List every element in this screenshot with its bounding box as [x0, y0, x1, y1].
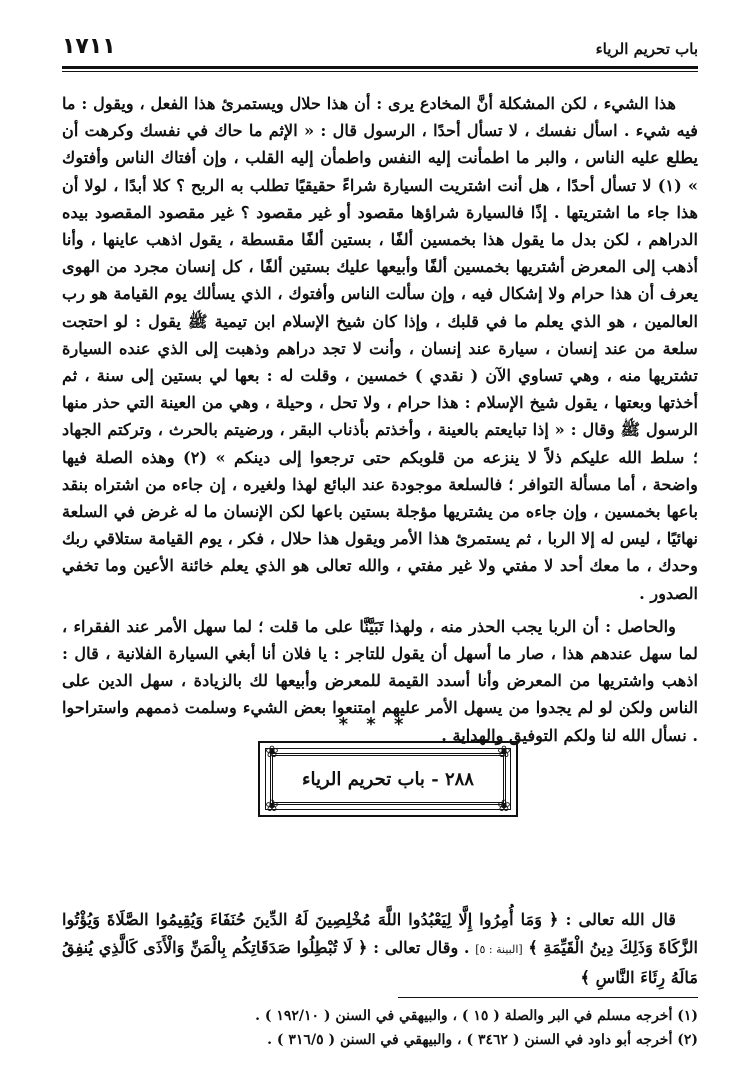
quran-verses — [62, 906, 698, 992]
quran-verse: ﴿ لَا تُبْطِلُوا صَدَقَاتِكُم بِالْمَنِّ وَالْأَذَى كَالَّذِي يُنفِقُ مَالَهُ رِئَاءَ النَّاسِ ﴾ — [61, 938, 698, 987]
body-text — [62, 90, 698, 749]
footnote: (٢) أخرجه أبو داود في السنن ( ٣٤٦٢ ) ، والبيهقي في السنن ( ٣١٦/٥ ) . — [267, 1032, 698, 1048]
corner-ornament-icon: ❀ — [497, 796, 511, 815]
chapter-title: ٢٨٨ - باب تحريم الرياء — [302, 768, 474, 790]
header-rule-thick — [62, 66, 698, 69]
quran-verse: ﴿ وَمَا أُمِرُوا إِلَّا لِيَعْبُدُوا اللَّهَ مُخْلِصِينَ لَهُ الدِّينَ حُنَفَاءَ وَيُقِيمُوا الصَّلَاةَ وَيُؤْتُوا الزَّكَاةَ وَذَلِكَ دِينُ الْقَيِّمَةِ ﴾ — [62, 910, 698, 957]
footnote: (١) أخرجه مسلم في البر والصلة ( ١٥ ) ، والبيهقي في السنن ( ١٩٢/١٠ ) . — [255, 1008, 698, 1024]
chapter-heading-frame — [258, 741, 518, 817]
running-title: باب تحريم الرياء — [595, 40, 698, 58]
frame-band — [270, 753, 506, 805]
corner-ornament-icon: ❀ — [265, 742, 279, 761]
paragraph: هذا الشيء ، لكن المشكلة أنَّ المخادع يرى : أن هذا حلال ويستمرئ هذا الفعل ، ويقول : ما فيه شيء . اسأل نفسك ، لا تسأل أحدًا ، الرسول قال : « الإثم ما حاك في نفسك وكرهت أن يطلع عليه الناس ، والبر ما اطمأنت إليه النفس واطمأن إليه القلب ، وإن أفتاك الناس وأفتوك » (١) لا تسأل أحدًا ، هل أنت اشتريت السيارة شراءً حقيقيًا تطلب به الربح ؟ كلا أبدًا ، لولا أن هذا جاء ما اشتريتها . إذًا فالسيارة شراؤها مقصود أو غير مقصود ؟ غير مقصود المقصود بيده الدراهم ، لكن بدل ما يقول هذا بخمسين ألفًا ، بستين ألفًا مقسطة ، يقول اذهب عاينها ، وأنا أذهب إلى المعرض أشتريها بخمسين ألفًا وأبيعها عليك بستين ألفًا ، كل إنسان مجرد من الهوى يعرف أن هذا حرام ولا إشكال فيه ، وإن سألت الناس وأفتوك ، الذي يسألك يوم القيامة هو رب العالمين ، هو الذي يعلم ما في قلبك ، وإذا كان شيخ الإسلام ابن تيمية ﷺ يقول : لو احتجت سلعة من عند إنسان ، سيارة عند إنسان ، وأنت لا تجد دراهم وذهبت إلى الذي عنده السيارة تشتريها منه ، وهي تساوي الآن ( نقدي ) خمسين ، وقلت له : بعها لي بستين إلى سنة ، ثم أخذتها وبعتها ، يقول شيخ الإسلام : هذا حرام ، ولا تحل ، وحيلة ، وهي من العينة التي حذر منها الرسول ﷺ وقال : « إذا تبايعتم بالعينة ، وأخذتم بأذناب البقر ، ورضيتم بالحرث ، وتركتم الجهاد ؛ سلط الله عليكم ذلاً لا ينزعه من قلوبكم حتى ترجعوا إلى دينكم » (٢) وهذه الصلة فيها واضحة ، أما مسألة التوافر ؛ فالسلعة موجودة عند البائع لهذا ولغيره ، إن جاءه من اشتراه بنقد باعها بخمسين ، وإن جاءه من يشتريها مؤجلة بستين باعها لكن الإنسان ما له غرض في السلعة نهائيًا ، ليس له إلا الربا ، ثم يستمرئ هذا الأمر ويقول هذا حلال ، فكر ، يوم القيامة ستلاقي ربك وحدك ، ما معك أحد لا مفتي ولا غير مفتي ، والله تعالى هو الذي يعلم خائنة الأعين وما تخفي الصدور . — [62, 94, 699, 603]
footnotes — [62, 1004, 698, 1052]
verse-paragraph — [62, 906, 698, 992]
corner-ornament-icon: ❀ — [265, 796, 279, 815]
running-header — [62, 30, 698, 70]
verse-lead: قال الله تعالى : — [565, 910, 677, 929]
paragraph: والحاصل : أن الربا يجب الحذر منه ، ولهذا تَبَيَّنَّا على ما قلت ؛ لما سهل الأمر عند الفقراء ، لما سهل عندهم هذا ، صار ما أسهل أن يقول للتاجر : يا فلان أنا أبغي السيارة الفلانية ، قال : اذهب واشتريها من المعرض وأنا أسدد القيمة للمعرض وأبيعها لك بالزيادة ، سهل الدين على الناس ولكن لو لم يجدوا من يسهل الأمر عليهم امتنعوا بعض الشيء وسلمت ذممهم واستراحوا . نسأل الله لنا ولكم التوفيق والهداية . — [62, 616, 698, 745]
verse-reference: [البينة : ٥] — [475, 943, 523, 956]
section-separator: * * * — [338, 714, 410, 735]
corner-ornament-icon: ❀ — [497, 742, 511, 761]
verse-lead: . وقال تعالى : — [373, 938, 470, 957]
page-number: ١٧١١ — [62, 34, 116, 59]
footnote-divider — [398, 997, 698, 998]
header-rule-thin — [62, 71, 698, 72]
